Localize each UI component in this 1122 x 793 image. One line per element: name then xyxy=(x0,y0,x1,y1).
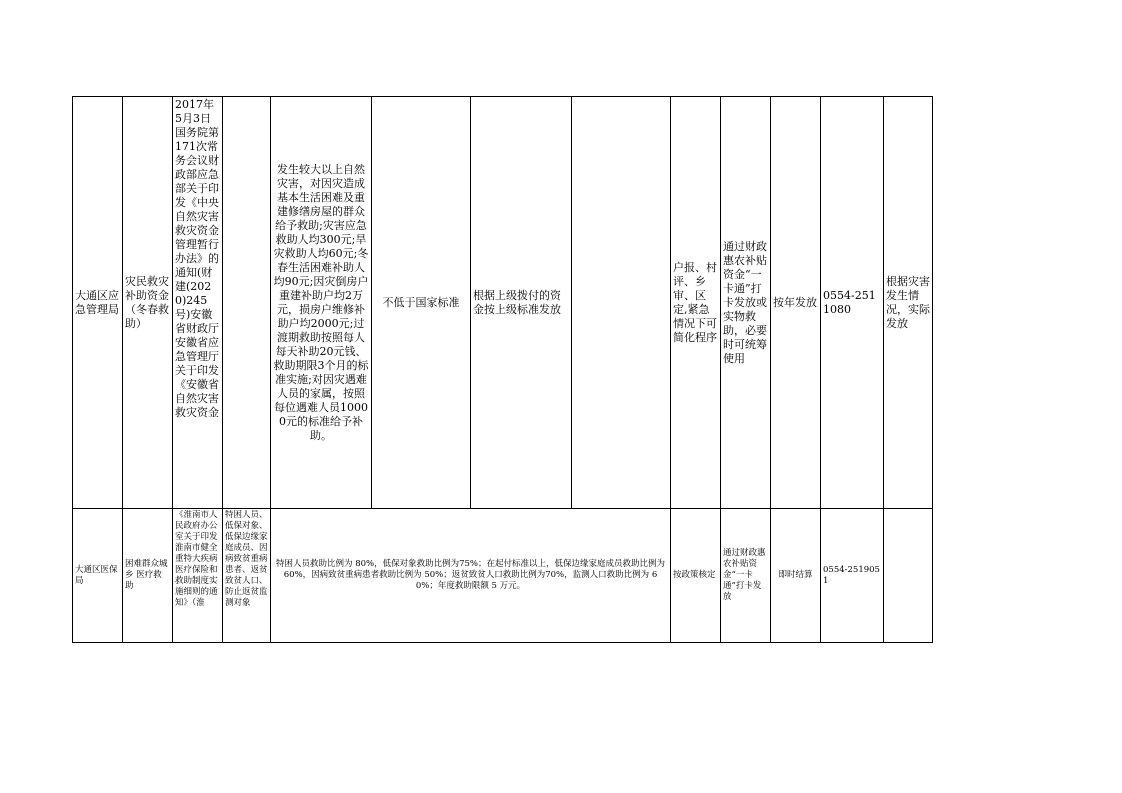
time-cell: 按年发放 xyxy=(771,97,821,509)
target-cell xyxy=(223,509,271,643)
legal-basis-text: 2017年5月3日国务院第171次常务会议财政部应急部关于印发《中央自然灾害救灾资金管理暂行办法》的通知(财建(2020)245号)安徽省财政厅安徽省应急管理厅关于印发《安徽省自然灾害救灾资金 xyxy=(175,98,219,419)
time-cell: 即时结算 xyxy=(771,509,821,643)
legal-basis-cell xyxy=(173,97,223,509)
legal-basis-cell xyxy=(173,509,223,643)
method-cell: 通过财政惠农补贴资金“一卡通”打卡发放或实物救助，必要时可统筹使用 xyxy=(721,97,771,509)
table-row xyxy=(73,509,933,643)
relief-funds-table xyxy=(72,96,933,643)
standard-cell: 不低于国家标准 xyxy=(372,97,471,509)
target-text: 特困人员、低保对象、低保边缘家庭成员、因病致贫重病患者、返贫致贫人口、防止返贫监测对象 xyxy=(225,510,268,608)
procedure-cell: 户报、村评、乡审、区定,紧急情况下可简化程序 xyxy=(671,97,721,509)
note-cell xyxy=(884,509,933,643)
legal-basis-text: 《淮南市人民政府办公室关于印发淮南市健全重特大疾病医疗保险和救助制度实施细则的通知》（淮 xyxy=(175,510,218,608)
phone-cell: 0554-2519051 xyxy=(821,509,884,643)
note-cell: 根据灾害发生情况，实际发放 xyxy=(884,97,933,509)
department-cell: 大通区应急管理局 xyxy=(73,97,123,509)
blank-cell xyxy=(572,97,671,509)
item-name-cell: 困难群众城乡 医疗救助 xyxy=(123,509,173,643)
procedure-cell: 按政策核定 xyxy=(671,509,721,643)
assistance-detail-cell: 特困人员救助比例为 80%，低保对象救助比例为75%；在起付标准以上，低保边缘家庭成员救助比例为 60%，因病致贫重病患者救助比例为 50%；返贫致贫人口救助比例为70%，监测人口救助比例为 60%；年度救助限额 5 万元。 xyxy=(271,509,671,643)
target-cell xyxy=(223,97,271,509)
phone-cell: 0554-2511080 xyxy=(821,97,884,509)
criteria-cell: 发生较大以上自然灾害，对因灾造成基本生活困难及重建修缮房屋的群众给予救助;灾害应急救助人均300元;旱灾救助人均60元;冬春生活困难补助人均90元;因灾倒房户重建补助户均2万元，损房户维修补助户均2000元;过渡期救助按照每人每天补助20元钱、救助期限3个月的标准实施;对因灾遇难人员的家属，按照每位遇难人员10000元的标准给予补助。 xyxy=(271,97,372,509)
table-row xyxy=(73,97,933,509)
department-cell: 大通区医保局 xyxy=(73,509,123,643)
basis-cell: 根据上级拨付的资金按上级标准发放 xyxy=(471,97,572,509)
item-name-cell: 灾民救灾补助资金（冬春救助） xyxy=(123,97,173,509)
method-cell: 通过财政惠农补贴资金“一卡通”打卡发放 xyxy=(721,509,771,643)
